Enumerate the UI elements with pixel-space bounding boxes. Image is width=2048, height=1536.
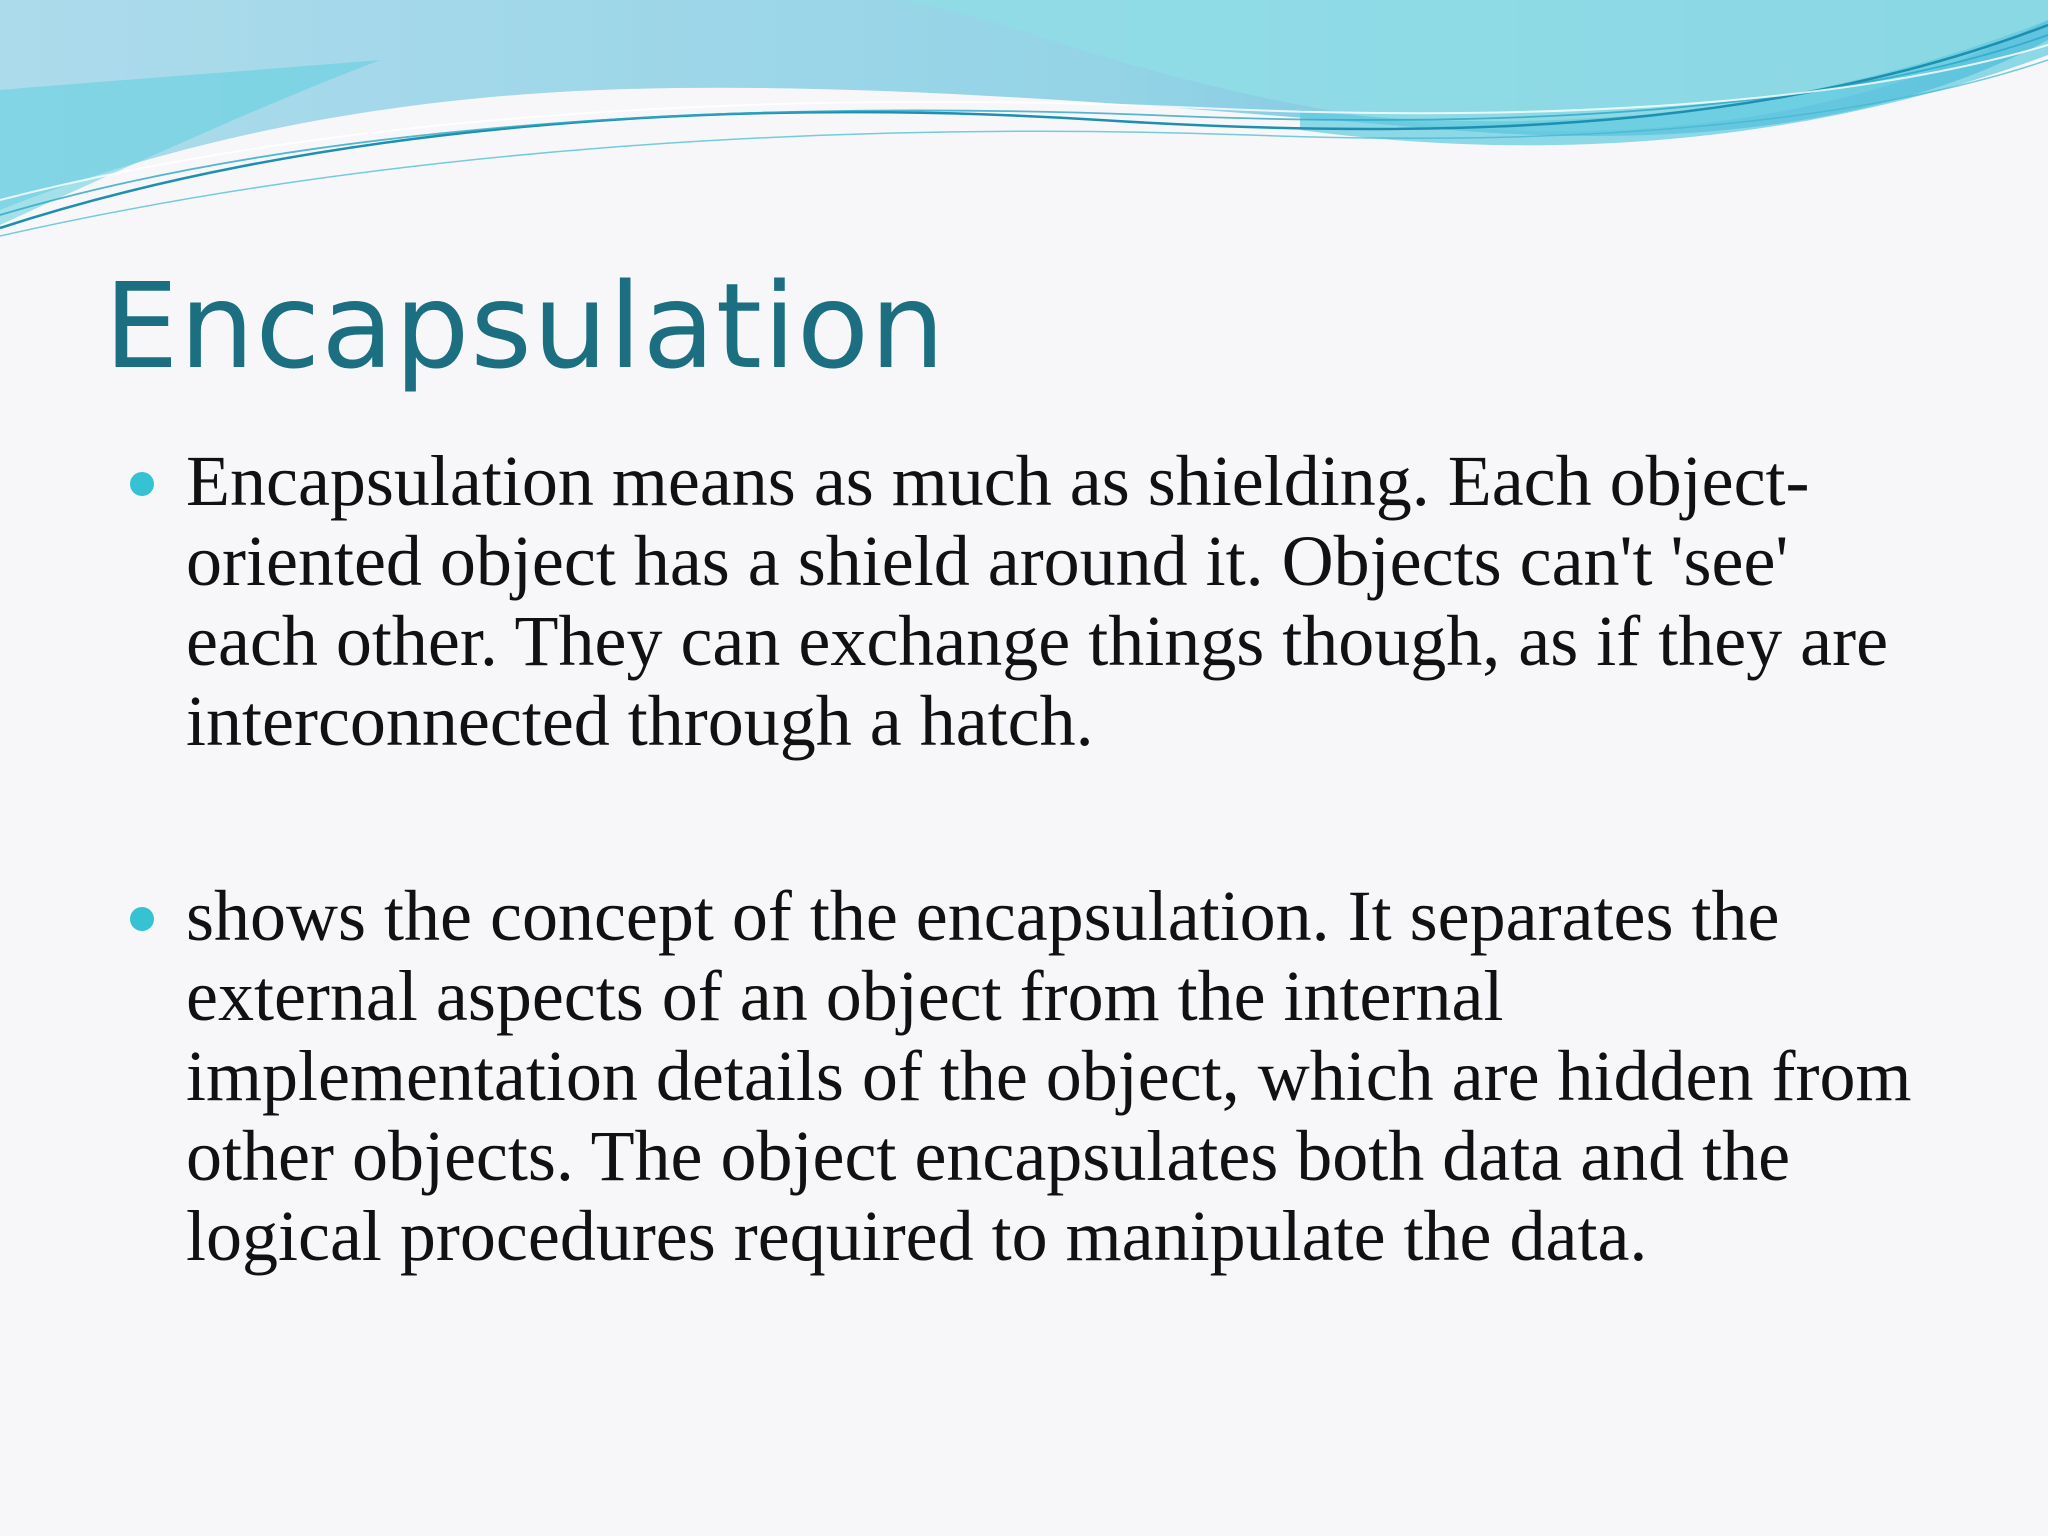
bullet-dot-icon	[130, 472, 154, 496]
bullet-text: Encapsulation means as much as shielding. Each object-oriented object has a shield around it. Objects can't 'see' each other. They can exchange things though, as if they are interconnected through a hatch.	[186, 441, 1889, 761]
bullet-item	[186, 441, 1926, 761]
bullet-text: shows the concept of the encapsulation. It separates the external aspects of an object from the internal implementation details of the object, which are hidden from other objects. The object encapsulates both data and the logical procedures required to manipulate the data.	[186, 876, 1912, 1276]
bullet-dot-icon	[130, 907, 154, 931]
bullet-item	[186, 876, 1926, 1276]
slide-title: Encapsulation	[104, 257, 946, 395]
